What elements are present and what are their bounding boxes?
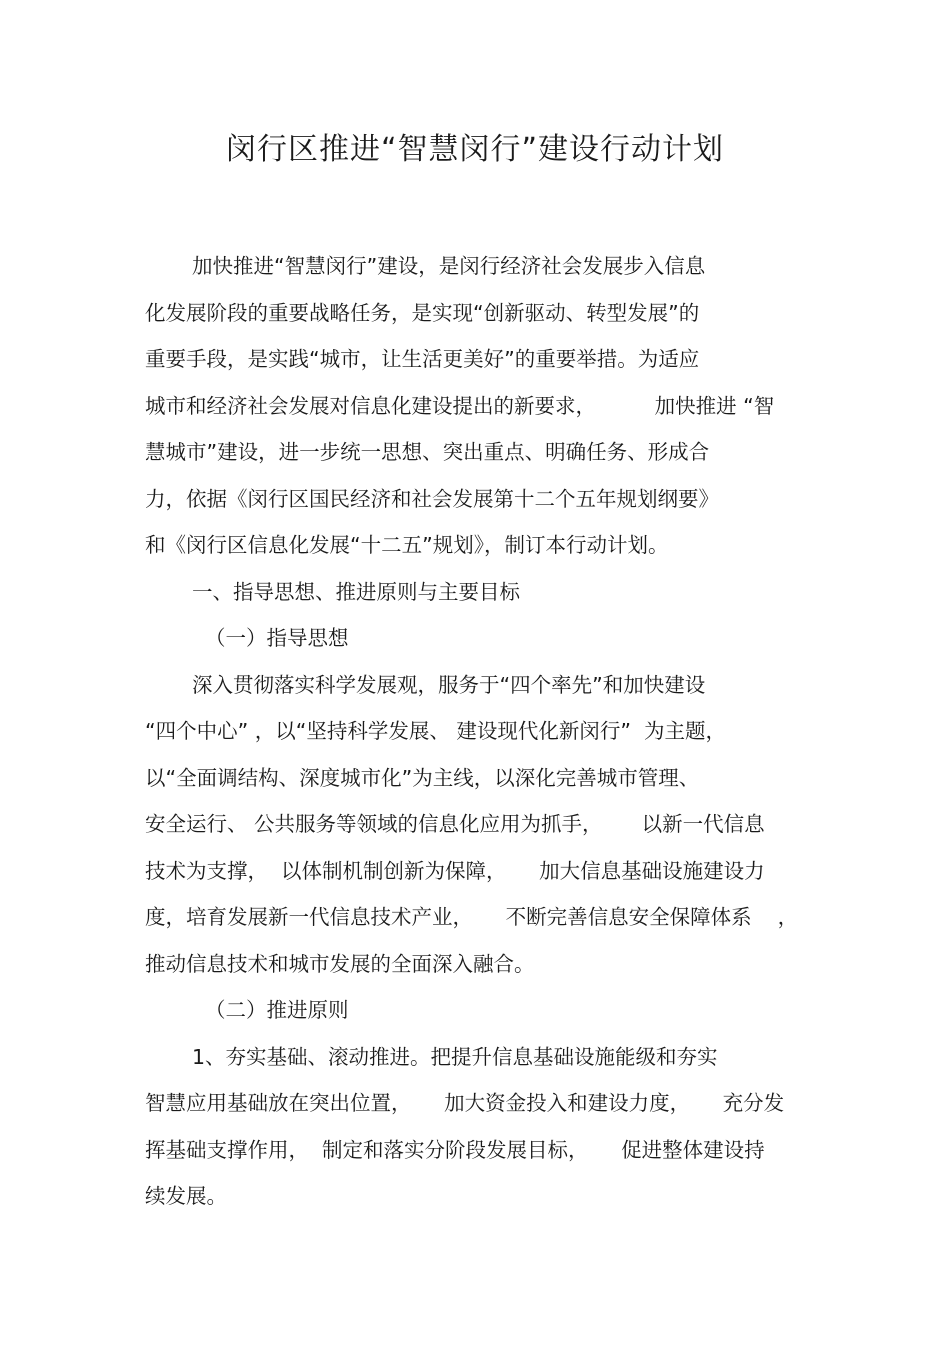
body-line: 智慧应用基础放在突出位置， 加大资金投入和建设力度， 充分发 <box>145 1091 785 1115</box>
body-line: 深入贯彻落实科学发展观，服务于“四个率先”和加快建设 <box>192 673 706 697</box>
body-line: 安全运行、 公共服务等领域的信息化应用为抓手， 以新一代信息 <box>145 812 765 836</box>
body-line: “四个中心” ，以“坚持科学发展、 建设现代化新闵行” 为主题， <box>145 719 727 743</box>
document-title: 闵行区推进“智慧闵行”建设行动计划 <box>225 132 725 167</box>
intro-line: 慧城市”建设，进一步统一思想、突出重点、明确任务、形成合 <box>145 440 710 464</box>
intro-line: 化发展阶段的重要战略任务，是实现“创新驱动、转型发展”的 <box>145 301 700 325</box>
intro-line: 城市和经济社会发展对信息化建设提出的新要求， 加快推进 “智 <box>145 394 775 418</box>
subsection-heading: （一）指导思想 <box>205 626 349 650</box>
intro-line: 重要手段，是实践“城市，让生活更美好”的重要举措。为适应 <box>145 347 700 371</box>
body-line: 技术为支撑， 以体制机制创新为保障， 加大信息基础设施建设力 <box>145 859 765 883</box>
section-heading: 一、指导思想、推进原则与主要目标 <box>192 580 520 604</box>
body-line: 1、夯实基础、滚动推进。把提升信息基础设施能级和夯实 <box>192 1045 718 1069</box>
body-line: 以“全面调结构、深度城市化”为主线，以深化完善城市管理、 <box>145 766 700 790</box>
intro-line: 加快推进“智慧闵行”建设，是闵行经济社会发展步入信息 <box>192 254 706 278</box>
body-line: 挥基础支撑作用， 制定和落实分阶段发展目标， 促进整体建设持 <box>145 1138 765 1162</box>
intro-line: 和《闵行区信息化发展“十二五”规划》，制订本行动计划。 <box>145 533 669 557</box>
subsection-heading: （二）推进原则 <box>205 998 349 1022</box>
body-line: 推动信息技术和城市发展的全面深入融合。 <box>145 952 535 976</box>
body-line: 度，培育发展新一代信息技术产业， 不断完善信息安全保障体系 ， <box>145 905 799 929</box>
intro-line: 力，依据《闵行区国民经济和社会发展第十二个五年规划纲要》 <box>145 487 719 511</box>
body-line: 续发展。 <box>145 1184 227 1208</box>
